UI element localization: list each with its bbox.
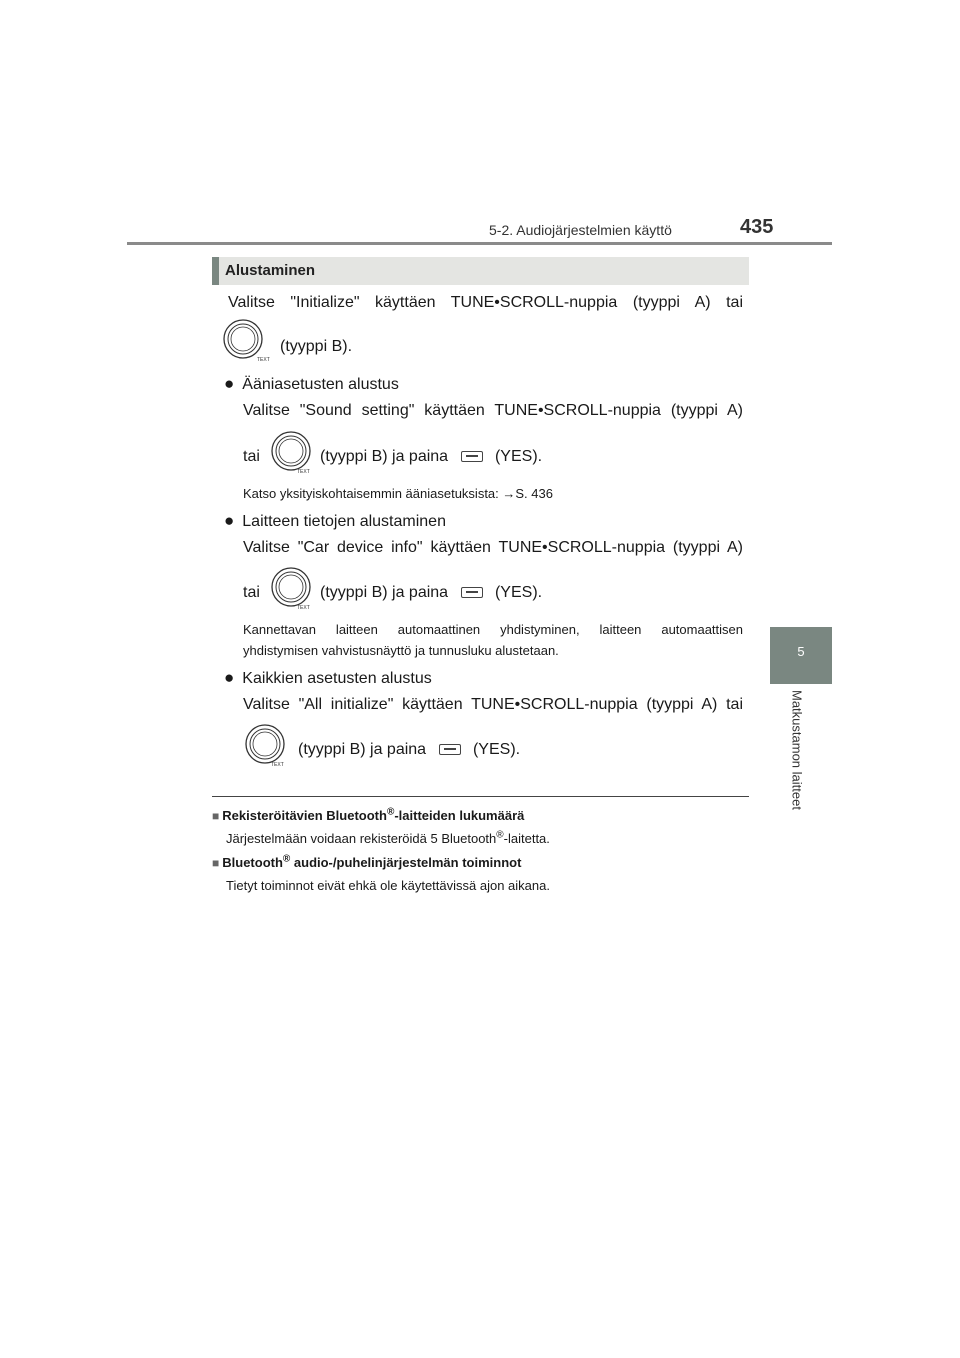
list-item-line-1: Valitse "All initialize" käyttäen TUNE•SCROLL-nuppia (tyyppi A) tai <box>243 696 743 713</box>
list-item-note: Katso yksityiskohtaisemmin ääniasetuksista: →S. 436 <box>243 486 553 501</box>
list-item-title: ● Laitteen tietojen alustaminen <box>224 511 446 530</box>
list-item-or: tai <box>243 448 260 465</box>
chapter-label: Matkustamon laitteet <box>789 690 805 810</box>
list-item-note-line-2: yhdistymisen vahvistusnäyttö ja tunnusluku alustetaan. <box>243 643 559 658</box>
chapter-tab <box>770 627 832 684</box>
yes-button-icon <box>439 744 461 755</box>
note-title: ■ Rekisteröitävien Bluetooth®-laitteiden lukumäärä <box>212 806 525 823</box>
bullet-icon: ● <box>224 374 235 393</box>
list-item-note-line-1: Kannettavan laitteen automaattinen yhdistyminen, laitteen automaattisen <box>243 622 743 637</box>
list-item-or: tai <box>243 584 260 601</box>
header-section-title: 5-2. Audiojärjestelmien käyttö <box>489 222 672 238</box>
yes-button-icon <box>461 451 483 462</box>
list-item-title: ● Ääniasetusten alustus <box>224 374 399 393</box>
note-text: Tietyt toiminnot eivät ehkä ole käytettävissä ajon aikana. <box>226 878 550 893</box>
knob-label: TEXT <box>297 469 310 475</box>
intro-line-2: (tyyppi B). <box>280 338 353 355</box>
page-number: 435 <box>740 216 774 238</box>
tune-knob-icon <box>270 566 314 610</box>
square-bullet-icon: ■ <box>212 809 220 823</box>
header-divider <box>127 242 832 245</box>
list-item-line-2: (tyyppi B) ja paina (YES). <box>320 448 543 465</box>
note-title: ■ Bluetooth® audio-/puhelinjärjestelmän toiminnot <box>212 853 522 870</box>
tune-knob-icon <box>270 430 314 474</box>
tune-knob-icon <box>222 318 270 363</box>
list-item-title: ● Kaikkien asetusten alustus <box>224 668 432 687</box>
tune-knob-icon <box>244 723 288 767</box>
knob-label: TEXT <box>271 762 284 768</box>
knob-label: TEXT <box>297 605 310 611</box>
bullet-icon: ● <box>224 668 235 687</box>
intro-line-1: Valitse "Initialize" käyttäen TUNE•SCROLL-nuppia (tyyppi A) tai <box>228 294 743 311</box>
bullet-icon: ● <box>224 511 235 530</box>
list-item-line-2: (tyyppi B) ja paina (YES). <box>320 584 543 601</box>
yes-button-icon <box>461 587 483 598</box>
section-title: Alustaminen <box>225 262 316 279</box>
chapter-number: 5 <box>797 644 805 659</box>
notes-divider <box>212 796 749 797</box>
section-accent <box>212 257 219 285</box>
list-item-line-1: Valitse "Sound setting" käyttäen TUNE•SCROLL-nuppia (tyyppi A) <box>243 402 743 419</box>
square-bullet-icon: ■ <box>212 856 220 870</box>
section-header <box>212 257 749 285</box>
knob-label: TEXT <box>257 357 270 363</box>
list-item-line-2: (tyyppi B) ja paina (YES). <box>298 741 521 758</box>
note-text: Järjestelmään voidaan rekisteröidä 5 Bluetooth®-laitetta. <box>226 829 550 846</box>
list-item-line-1: Valitse "Car device info" käyttäen TUNE•SCROLL-nuppia (tyyppi A) <box>243 539 743 556</box>
